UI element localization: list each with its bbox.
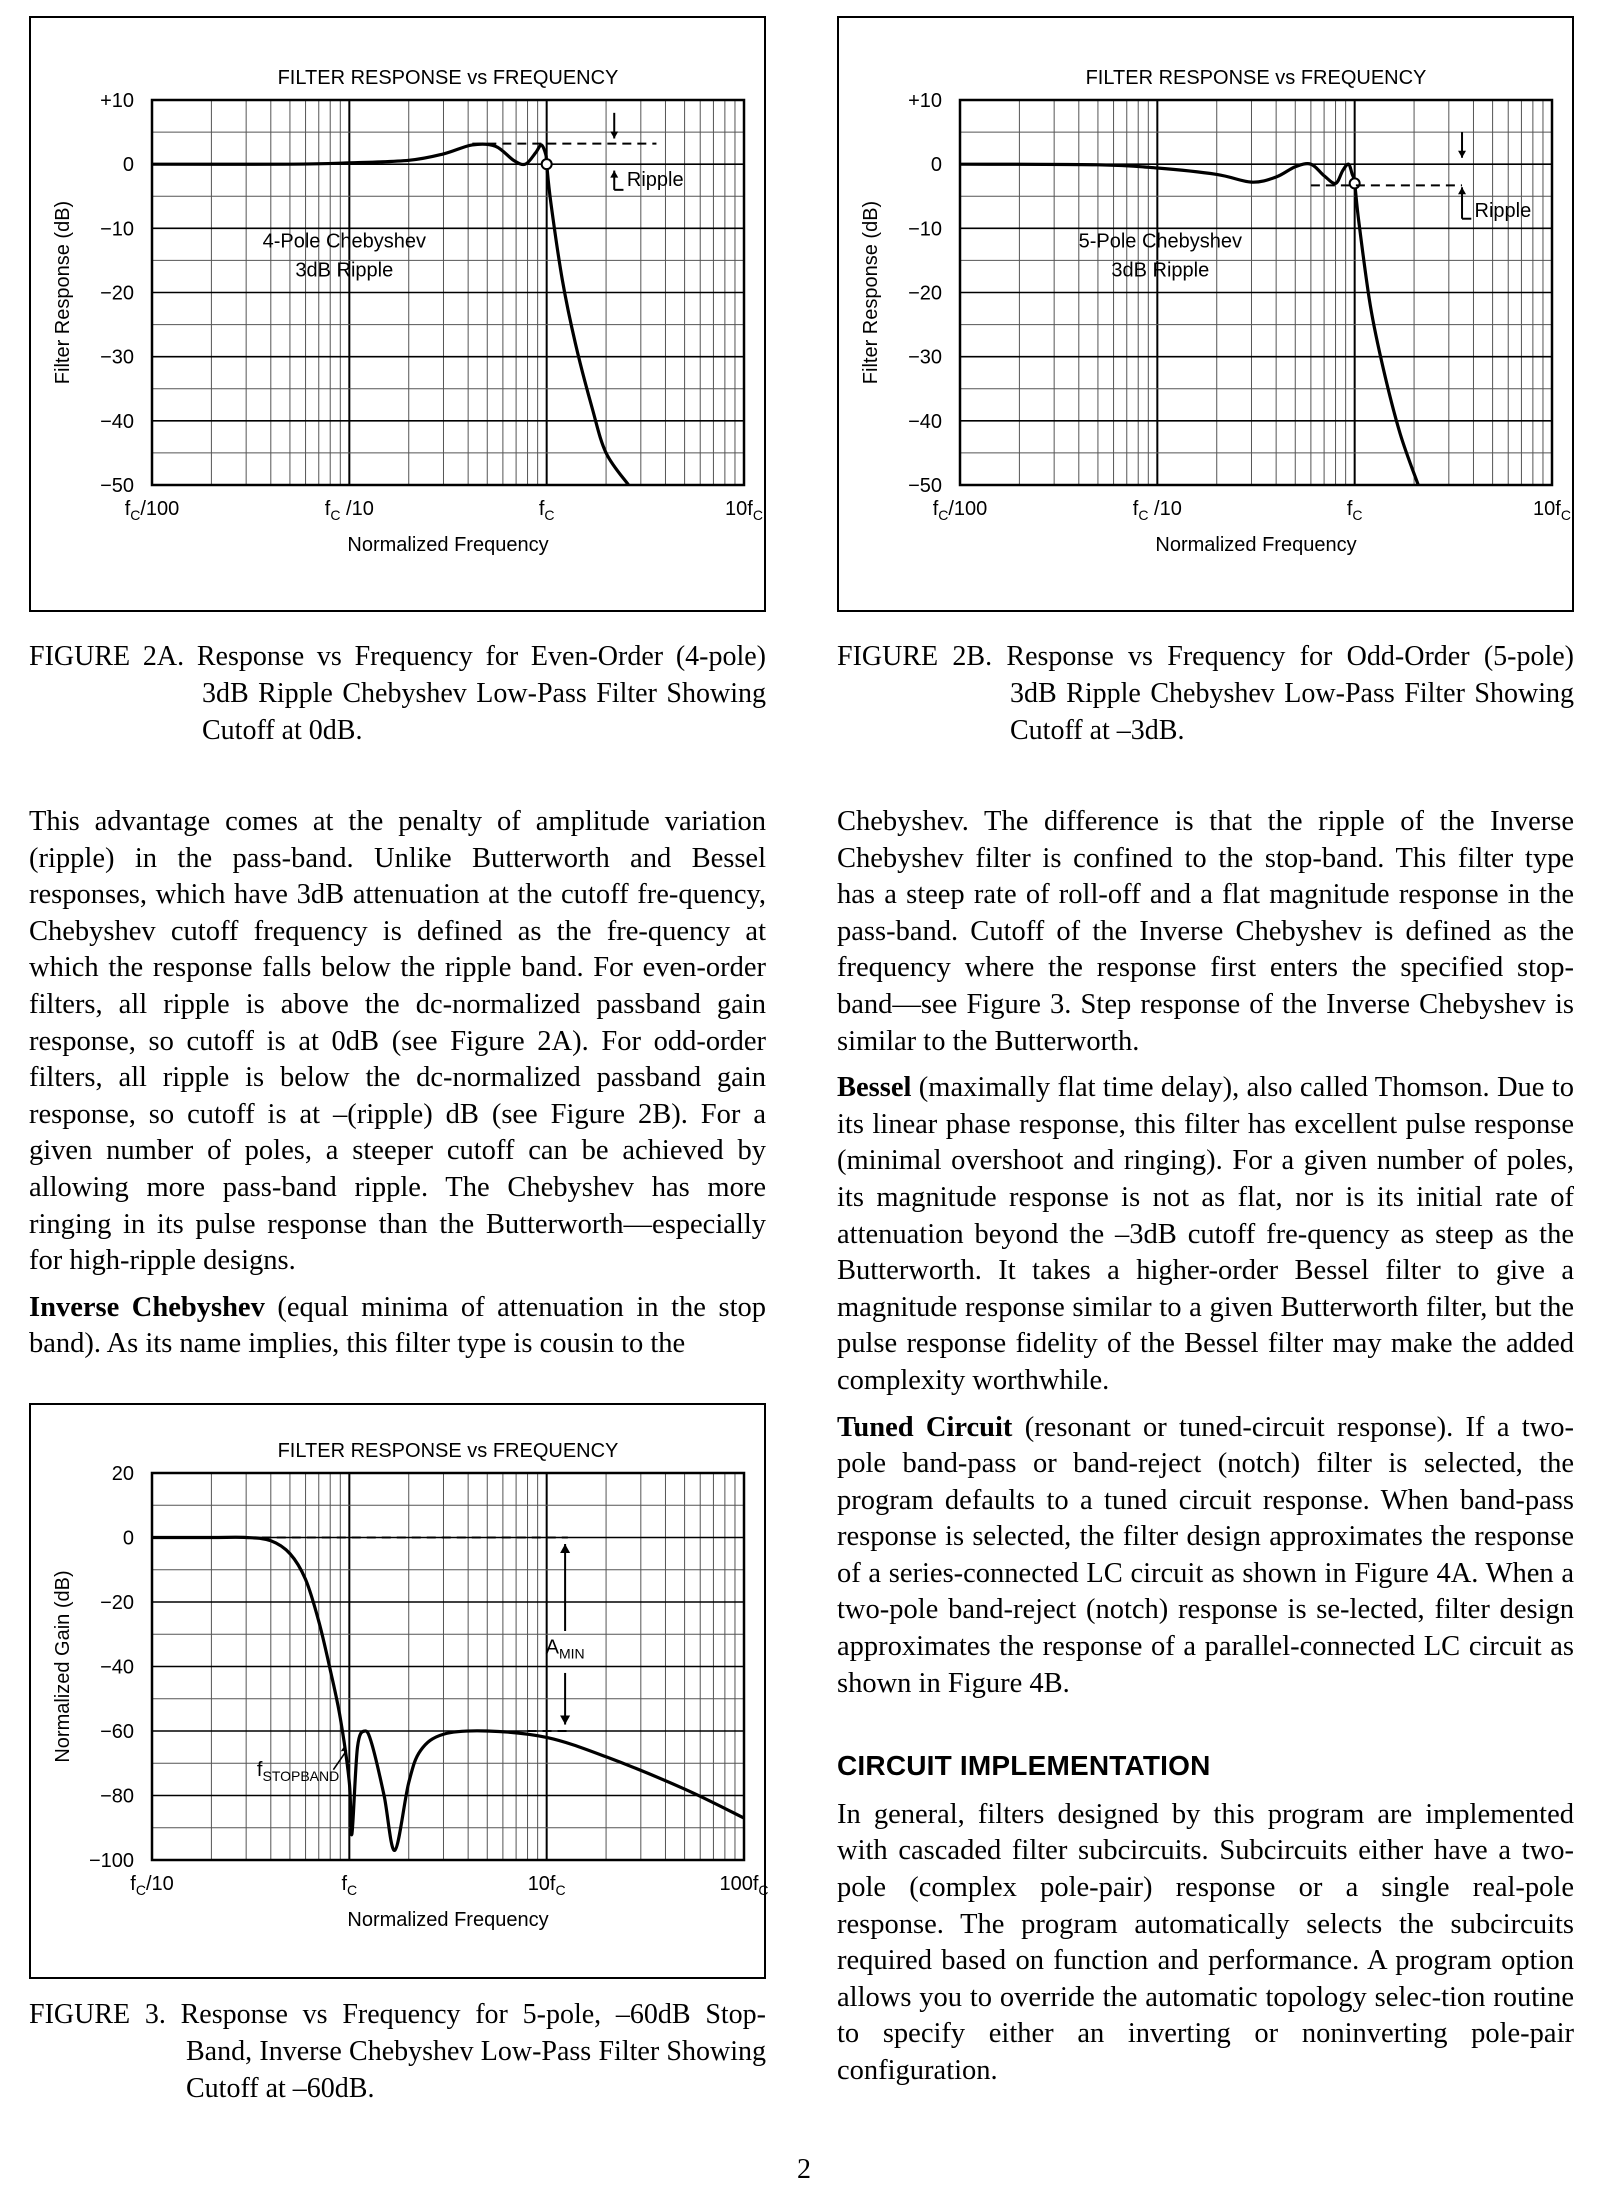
fig3-ytick-label: −80 — [100, 1785, 134, 1808]
fig2b-ytick-label: −50 — [908, 475, 942, 497]
fig2b-ytick-label: −40 — [908, 410, 942, 433]
fig3-ytick-label: −60 — [100, 1721, 134, 1743]
fig2b-title: FILTER RESPONSE vs FREQUENCY — [1085, 67, 1427, 89]
fig3-ytick-label: −20 — [100, 1592, 134, 1614]
fig2a-annotation-line1: 4-Pole Chebyshev — [262, 230, 427, 253]
fig2b-cutoff-marker — [1350, 178, 1360, 188]
fig2b-xtick-label: $10f_C$ — [1533, 498, 1571, 523]
fig3-response-curve — [152, 1537, 744, 1850]
fig3-ytick-label: −100 — [88, 1850, 134, 1872]
fig2a-cutoff-marker — [542, 159, 552, 169]
fig3-xtick-label: $100f_C$ — [719, 1873, 769, 1898]
fig3-ytick-label: −40 — [100, 1656, 134, 1679]
tuned-circuit-text: (resonant or tuned-circuit response). If a two-pole band-pass or band-reject (notch) filter is selected, the program defaults to a tuned circuit response. When band-pass response is selected, the filter design approximates the response of a series-connected LC circuit as shown in Figure 4A. When a two-pole band-reject (notch) response is se-lected, filter design approximates the response of a parallel-connected LC circuit as shown in Figure 4B. — [837, 1411, 1574, 1699]
fig3-ylabel: Normalized Gain (dB) — [52, 1570, 74, 1763]
figure-2b-caption — [837, 638, 1574, 749]
figure-2a-chart — [31, 18, 764, 610]
fig3-xtick-label: $f_C/10$ — [130, 1873, 174, 1898]
fig2a-ripple-label: Ripple — [626, 168, 684, 191]
fig2a-xtick-label: $f_C$ /10 — [324, 498, 374, 523]
fig2b-ylabel: Filter Response (dB) — [860, 200, 882, 385]
fig3-ytick-label: 0 — [122, 1527, 134, 1550]
fig2a-annotation-line2: 3dB Ripple — [295, 259, 394, 282]
fig2b-xtick-label: $f_C$ — [1346, 498, 1363, 523]
fig2a-ytick-label: −10 — [100, 218, 134, 241]
chebyshev-paragraph: This advantage comes at the penalty of amplitude variation (ripple) in the pass-band. Unlike Butterworth and Bessel responses, which have 3dB attenuation at the cutoff fre-quency, Chebyshev cutoff frequency is defined as the fre-quency at which the response falls below the ripple band. For even-order filters, all ripple is above the dc-normalized passband gain response, so cutoff is at 0dB (see Figure 2A). For odd-order filters, all ripple is below the dc-normalized passband gain response, so cutoff is at –(ripple) dB (see Figure 2B). For a given number of poles, a steeper cutoff can be achieved by allowing more pass-band ripple. The Chebyshev has more ringing in its pulse response than the Butterworth—especially for high-ripple designs. — [29, 806, 766, 1277]
figure-2b-caption-text: Response vs Frequency for Odd-Order (5-pole) 3dB Ripple Chebyshev Low-Pass Filter Showing Cutoff at –3dB. — [1006, 641, 1575, 746]
section-heading: CIRCUIT IMPLEMENTATION — [837, 1750, 1211, 1782]
fig3-title: FILTER RESPONSE vs FREQUENCY — [277, 1440, 619, 1462]
tuned-circuit-paragraph — [837, 1410, 1574, 1703]
fig2a-xtick-label: $f_C/100$ — [124, 498, 180, 523]
bessel-text: (maximally flat time delay), also called Thomson. Due to its linear phase response, this filter has excellent pulse response (minimal overshoot and ringing). For a given number of poles, its magnitude response is not as flat, nor is its initial rate of attenuation beyond the –3dB cutoff fre-quency as steep as the Butterworth. It takes a higher-order Bessel filter to give a magnitude response similar to a given Butterworth filter, but the pulse response fidelity of the Bessel filter may make the added complexity worthwhile. — [837, 1072, 1574, 1396]
figure-2b-caption-label: FIGURE 2B. — [837, 641, 993, 672]
fig2a-ytick-label: −20 — [100, 282, 134, 305]
tuned-circuit-term: Tuned Circuit — [837, 1411, 1013, 1443]
bessel-paragraph — [837, 1070, 1574, 1399]
fig3-xtick-label: $10f_C$ — [527, 1873, 566, 1898]
fig2a-xtick-label: $f_C$ — [538, 498, 555, 523]
inverse-chebyshev-text: (equal minima of attenuation in the stop band). As its name implies, this filter type is cousin to the — [29, 1291, 767, 1360]
fig3-amin-arrowhead-bottom — [560, 1716, 570, 1725]
fig2b-ripple-arrowhead-bottom — [1458, 187, 1466, 194]
fig2b-annotation-line2: 3dB Ripple — [1111, 259, 1210, 282]
figure-2a-box — [29, 16, 766, 612]
fig2b-ripple-label: Ripple — [1474, 199, 1532, 222]
fig2a-ylabel: Filter Response (dB) — [52, 200, 74, 385]
fig2a-response-curve — [152, 144, 629, 485]
fig2a-ytick-label: −50 — [100, 475, 134, 497]
right-text-column — [837, 804, 1574, 2090]
fig2b-ytick-label: +10 — [908, 90, 942, 112]
fig2b-ytick-label: −20 — [908, 282, 942, 305]
figure-3-caption-text: Response vs Frequency for 5-pole, –60dB Stop-Band, Inverse Chebyshev Low-Pass Filter Showing Cutoff at –60dB. — [180, 1999, 766, 2104]
fig3-fstopband-label: $f_{STOPBAND}$ — [256, 1759, 340, 1785]
figure-3-caption-label: FIGURE 3. — [29, 1999, 166, 2030]
inverse-chebyshev-term: Inverse Chebyshev — [29, 1291, 265, 1323]
fig2b-ripple-arrowhead-top — [1458, 151, 1466, 158]
circuit-implementation-paragraph: In general, filters designed by this program are implemented with cascaded filter subcircuits. Subcircuits either have a two-pole (complex pole-pair) response or a single real-pole response. The program automatically selects the subcircuits required based on function and performance. A program option allows you to override the automatic topology selec-tion routine to specify either an inverting or noninverting pole-pair configuration. — [837, 1798, 1574, 2086]
figure-2a-caption-text: Response vs Frequency for Even-Order (4-pole) 3dB Ripple Chebyshev Low-Pass Filter Showing Cutoff at 0dB. — [196, 641, 767, 746]
figure-2a-caption-label: FIGURE 2A. — [29, 641, 185, 672]
figure-2b-box — [837, 16, 1574, 612]
fig2a-ripple-arrowhead-top — [610, 132, 618, 139]
figure-3-chart — [31, 1405, 769, 1977]
figure-3-box — [29, 1403, 769, 1979]
left-text-column — [29, 804, 766, 1363]
figure-3-caption — [29, 1996, 766, 2107]
figure-2a-caption — [29, 638, 766, 749]
fig2a-ytick-label: 0 — [122, 154, 134, 177]
fig3-xlabel: Normalized Frequency — [347, 1909, 549, 1931]
fig2b-xtick-label: $f_C$ /10 — [1132, 498, 1182, 523]
inverse-chebyshev-paragraph — [29, 1290, 766, 1363]
fig2a-title: FILTER RESPONSE vs FREQUENCY — [277, 67, 619, 89]
fig3-amin-label: $A_{MIN}$ — [545, 1636, 585, 1662]
fig2a-ripple-arrowhead-bottom — [610, 171, 618, 178]
fig3-xtick-label: $f_C$ — [341, 1873, 358, 1898]
fig3-amin-arrowhead-top — [560, 1544, 570, 1553]
fig3-ytick-label: 20 — [111, 1463, 134, 1485]
fig2a-xtick-label: $10f_C$ — [725, 498, 763, 523]
fig2b-ytick-label: 0 — [930, 154, 942, 177]
inverse-chebyshev-continued: Chebyshev. The difference is that the ripple of the Inverse Chebyshev filter is confined to the stop-band. This filter type has a steep rate of roll-off and a flat magnitude response in the pass-band. Cutoff of the Inverse Chebyshev is defined as the frequency where the response first enters the specified stop-band—see Figure 3. Step response of the Inverse Chebyshev is similar to the Butterworth. — [837, 806, 1574, 1057]
fig2a-ytick-label: −30 — [100, 346, 134, 369]
fig2a-ytick-label: −40 — [100, 410, 134, 433]
fig2b-annotation-line1: 5-Pole Chebyshev — [1078, 230, 1243, 253]
bessel-term: Bessel — [837, 1072, 912, 1104]
fig2b-xlabel: Normalized Frequency — [1155, 534, 1357, 556]
fig2a-ytick-label: +10 — [100, 90, 134, 112]
fig2b-ytick-label: −30 — [908, 346, 942, 369]
fig2b-ytick-label: −10 — [908, 218, 942, 241]
figure-2b-chart — [839, 18, 1572, 610]
fig2b-xtick-label: $f_C/100$ — [932, 498, 988, 523]
page-number: 2 — [797, 2154, 811, 2185]
fig2a-xlabel: Normalized Frequency — [347, 534, 549, 556]
